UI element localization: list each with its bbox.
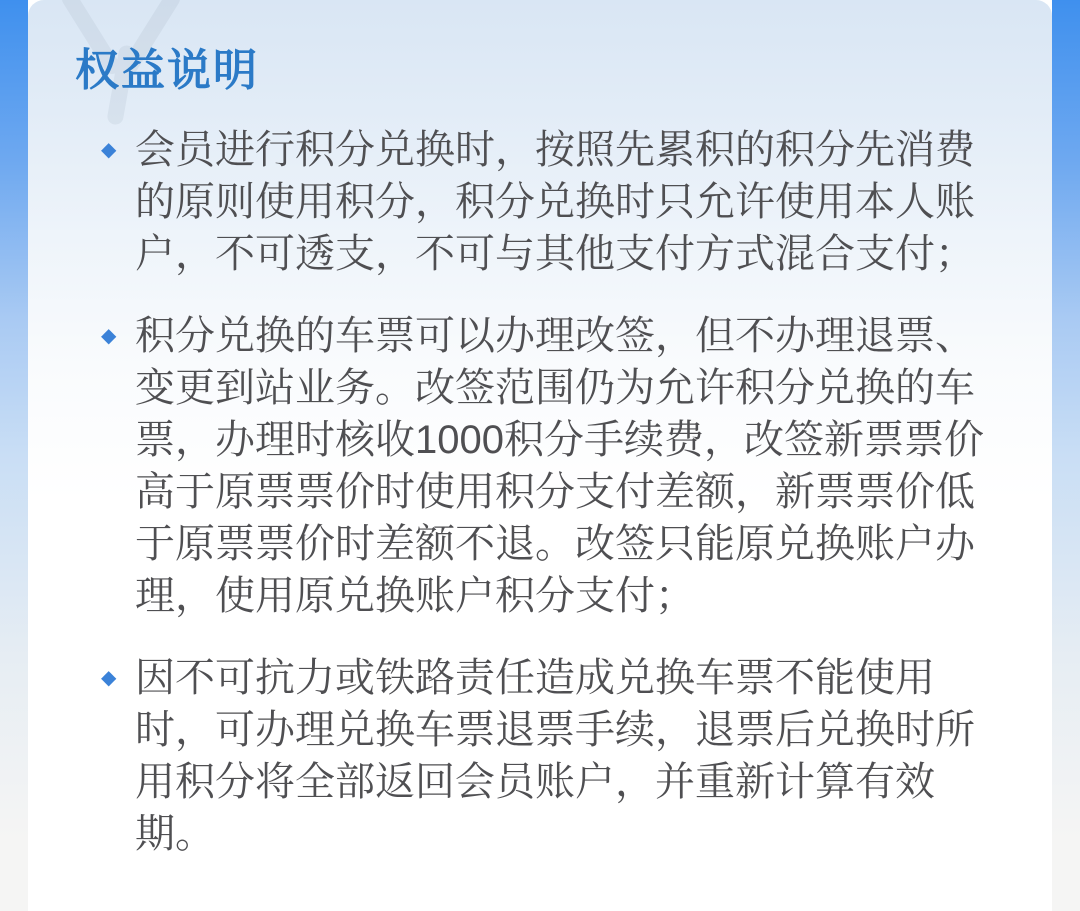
diamond-bullet-icon: ◆ bbox=[101, 325, 117, 347]
page-title: 权益说明 bbox=[75, 46, 259, 95]
left-edge-gradient bbox=[0, 0, 28, 911]
list-item bbox=[75, 652, 1012, 860]
diamond-bullet-icon: ◆ bbox=[101, 667, 117, 689]
diamond-bullet-icon: ◆ bbox=[101, 139, 117, 161]
list-item bbox=[75, 310, 1012, 622]
benefits-bullet-list bbox=[75, 124, 1012, 860]
bullet-text-refund-rule: 因不可抗力或铁路责任造成兑换车票不能使用时，可办理兑换车票退票手续，退票后兑换时所用积分将全部返回会员账户，并重新计算有效期。 bbox=[135, 656, 975, 856]
notice-content bbox=[28, 0, 1052, 860]
list-item bbox=[75, 124, 1012, 280]
right-edge-gradient bbox=[1052, 0, 1080, 911]
notice-card bbox=[28, 0, 1052, 911]
bullet-text-rebooking-rule: 积分兑换的车票可以办理改签，但不办理退票、变更到站业务。改签范围仍为允许积分兑换的车票，办理时核收1000积分手续费，改签新票票价高于原票票价时使用积分支付差额，新票票价低于原票票价时差额不退。改签只能原兑换账户办理，使用原兑换账户积分支付； bbox=[135, 314, 984, 618]
bullet-text-points-usage-rule: 会员进行积分兑换时，按照先累积的积分先消费的原则使用积分，积分兑换时只允许使用本人账户，不可透支，不可与其他支付方式混合支付； bbox=[135, 128, 975, 276]
